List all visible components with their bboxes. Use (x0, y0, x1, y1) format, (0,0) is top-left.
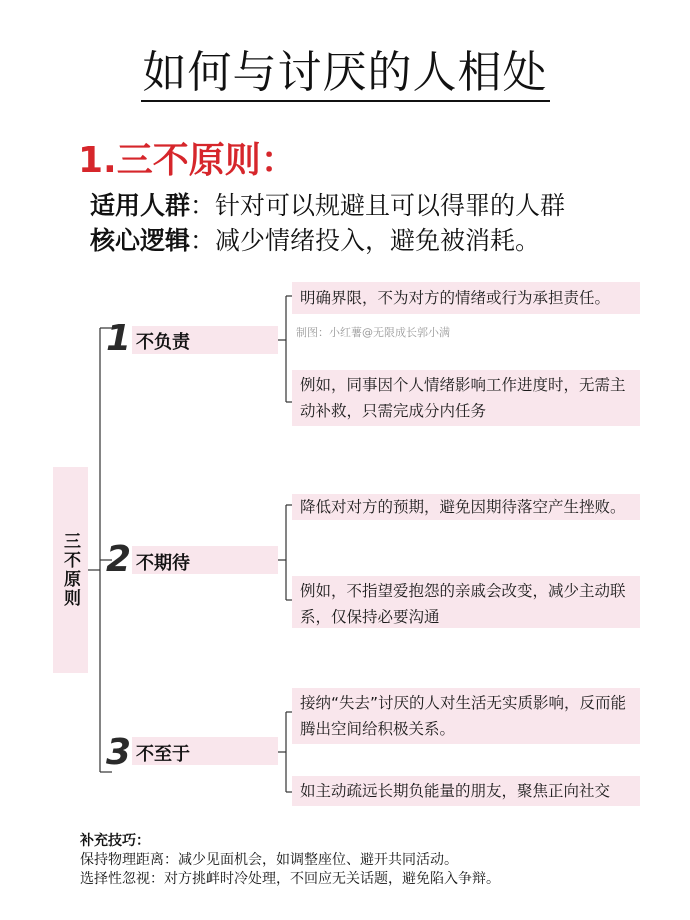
leaf-1-2: 例如，同事因个人情绪影响工作进度时，无需主动补救，只需完成分内任务 (292, 370, 640, 426)
logic-label: 核心逻辑 (90, 226, 191, 255)
tip-item: 保持物理距离：减少见面机会，如调整座位、避开共同活动。 (80, 852, 458, 868)
supplementary-tips (80, 832, 500, 889)
audience-label: 适用人群 (90, 191, 191, 220)
branch-label-3: 不至于 (136, 744, 190, 765)
tip-item: 选择性忽视：对方挑衅时冷处理，不回应无关话题，避免陷入争辩。 (80, 871, 500, 887)
tree-root (53, 467, 88, 673)
branch-label-1: 不负责 (136, 332, 190, 353)
watermark: 制图：小红薯@无限成长郭小满 (296, 326, 450, 339)
tree-root-label: 三不原则 (60, 532, 80, 608)
audience-text: ：针对可以规避且可以得罪的人群 (190, 191, 566, 220)
branch-number-3: 3 (106, 732, 132, 773)
tips-heading: 补充技巧： (80, 833, 150, 849)
branch-number-2: 2 (106, 539, 132, 580)
leaf-3-1: 接纳“失去”讨厌的人对生活无实质影响，反而能腾出空间给积极关系。 (292, 688, 640, 744)
section-heading: 1.三不原则： (78, 140, 297, 181)
logic-text: ：减少情绪投入，避免被消耗。 (190, 226, 541, 255)
branch-label-2: 不期待 (136, 553, 190, 574)
branch-number-1: 1 (106, 318, 132, 359)
leaf-1-1: 明确界限，不为对方的情绪或行为承担责任。 (292, 282, 640, 314)
page-title: 如何与讨厌的人相处 (0, 36, 690, 100)
leaf-3-2: 如主动疏远长期负能量的朋友，聚焦正向社交 (292, 776, 640, 806)
leaf-2-2: 例如，不指望爱抱怨的亲戚会改变，减少主动联系，仅保持必要沟通 (292, 576, 640, 628)
leaf-2-1: 降低对对方的预期，避免因期待落空产生挫败。 (292, 494, 640, 520)
